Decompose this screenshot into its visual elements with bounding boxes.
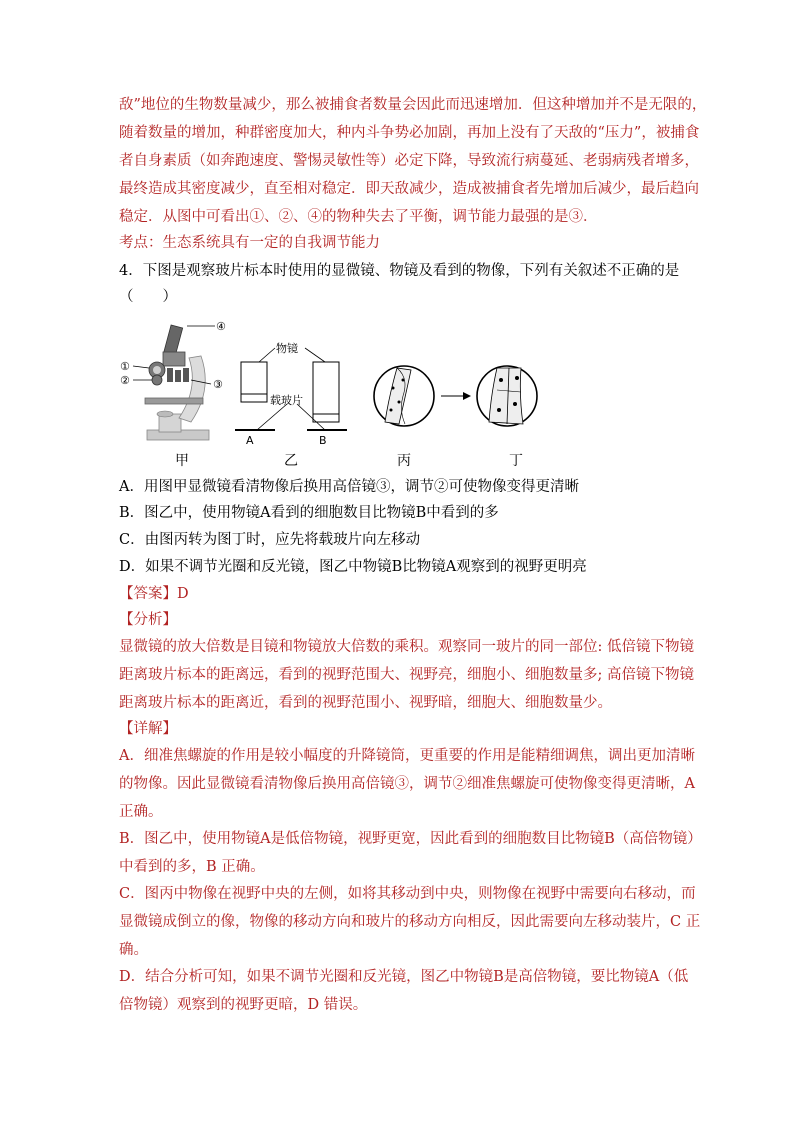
detail-line: D．结合分析可知，如果不调节光圈和反光镜，图乙中物镜B是高倍物镜，要比物镜A（低: [119, 969, 689, 985]
kaodian-line: 考点：生态系统具有一定的自我调节能力: [119, 235, 380, 251]
analysis-line: 距离玻片标本的距离近，看到的视野范围小、视野暗，细胞大、细胞数量少。: [119, 695, 612, 711]
arrow-icon: [441, 392, 471, 400]
microscope-figure-svg: [119, 318, 539, 468]
label-circle-1: ①: [120, 360, 130, 373]
detail-heading: 【详解】: [119, 721, 177, 737]
label-circle-2: ②: [120, 374, 130, 387]
prev-analysis-line: 敌”地位的生物数量减少，那么被捕食者数量会因此而迅速增加．但这种增加并不是无限的，: [119, 97, 707, 113]
label-wujing: 物镜: [276, 342, 298, 355]
option-a: A．用图甲显微镜看清物像后换用高倍镜③，调节②可使物像变得更清晰: [119, 479, 579, 495]
label-a: A: [246, 434, 254, 447]
analysis-heading: 【分析】: [119, 612, 177, 628]
label-circle-4: ④: [216, 320, 226, 333]
option-b: B．图乙中，使用物镜A看到的细胞数目比物镜B中看到的多: [119, 505, 499, 521]
detail-line: A．细准焦螺旋的作用是较小幅度的升降镜筒，更重要的作用是能精细调焦，调出更加清晰: [119, 748, 695, 764]
detail-line: 中看到的多，B 正确。: [119, 859, 265, 875]
detail-line: C．图丙中物像在视野中央的左侧，如将其移动到中央，则物像在视野中需要向右移动，而: [119, 886, 696, 902]
question-figure: [119, 318, 539, 468]
label-b: B: [319, 434, 327, 447]
prev-analysis-line: 随着数量的增加，种群密度加大，种内斗争势必加剧，再加上没有了天敌的“压力”，被捕食: [119, 125, 700, 141]
detail-line: 的物像。因此显微镜看清物像后换用高倍镜③，调节②细准焦螺旋可使物像变得更清晰，A: [119, 776, 695, 792]
analysis-line: 距离玻片标本的距离远，看到的视野范围大、视野亮，细胞小、细胞数量多; 高倍镜下物镜: [119, 667, 694, 683]
microscope-illustration: [133, 325, 215, 440]
detail-line: 显微镜成倒立的像，物像的移动方向和玻片的移动方向相反，因此需要向左移动装片，C 正: [119, 914, 701, 930]
detail-line: 正确。: [119, 804, 163, 820]
detail-line: 倍物镜）观察到的视野更暗，D 错误。: [119, 997, 368, 1013]
label-zaibo: 载玻片: [270, 394, 303, 407]
caption-ding: 丁: [509, 453, 523, 469]
prev-analysis-line: 稳定．从图中可看出①、②、④的物种失去了平衡，调节能力最强的是③．: [119, 209, 598, 225]
caption-bing: 丙: [397, 453, 411, 469]
detail-line: B．图乙中，使用物镜A是低倍物镜，视野更宽，因此看到的细胞数目比物镜B（高倍物镜）: [119, 831, 702, 847]
option-d: D．如果不调节光圈和反光镜，图乙中物镜B比物镜A观察到的视野更明亮: [119, 559, 587, 575]
question-stem-bracket: （ ）: [119, 289, 177, 305]
answer-line: 【答案】D: [119, 586, 189, 602]
label-circle-3: ③: [213, 378, 223, 391]
option-c: C．由图丙转为图丁时，应先将载玻片向左移动: [119, 532, 421, 548]
caption-yi: 乙: [284, 453, 298, 469]
caption-jia: 甲: [175, 453, 189, 469]
prev-analysis-line: 者自身素质（如奔跑速度、警惕灵敏性等）必定下降，导致流行病蔓延、老弱病残者增多，: [119, 153, 699, 169]
objective-lenses-illustration: [235, 348, 347, 430]
analysis-line: 显微镜的放大倍数是目镜和物镜放大倍数的乘积。观察同一玻片的同一部位: 低倍镜下物镜: [119, 639, 694, 655]
detail-line: 确。: [119, 942, 148, 958]
field-view-bing: [374, 366, 434, 426]
field-view-ding: [477, 366, 537, 426]
prev-analysis-line: 最终造成其密度减少，直至相对稳定．即天敌减少，造成被捕食者先增加后减少，最后趋向: [119, 181, 699, 197]
question-stem: 4．下图是观察玻片标本时使用的显微镜、物镜及看到的物像，下列有关叙述不正确的是: [119, 263, 680, 279]
